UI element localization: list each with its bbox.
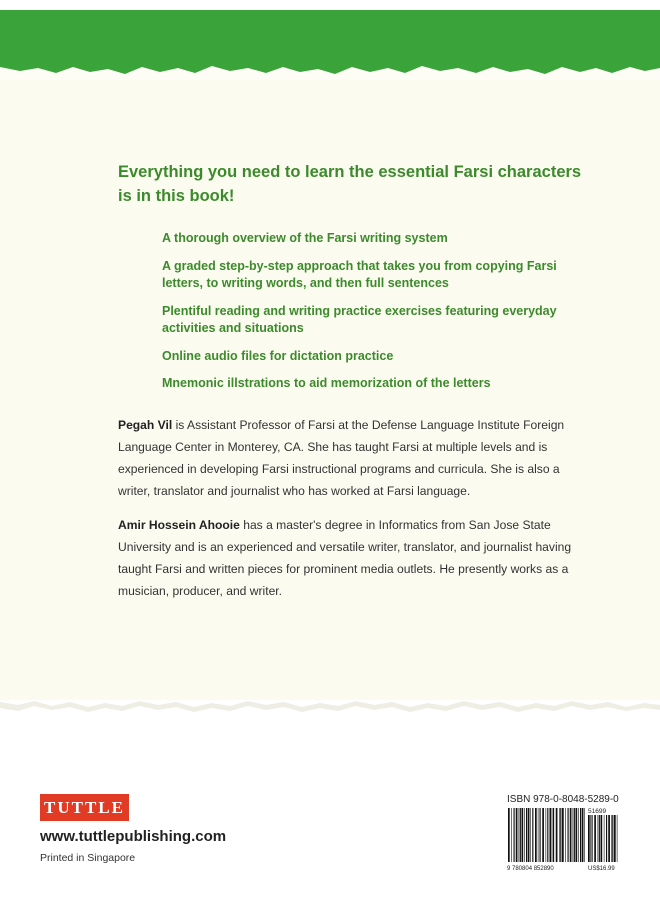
barcode-bar — [612, 815, 613, 862]
barcode-bar — [590, 815, 591, 862]
barcode-bar — [580, 808, 581, 862]
barcode-bar — [508, 808, 510, 862]
barcode-bar — [604, 815, 605, 862]
barcode-bar — [584, 808, 585, 862]
barcode-bar — [578, 808, 579, 862]
barcode-bar — [592, 815, 593, 862]
barcode-bar — [573, 808, 574, 862]
feature-item: Online audio files for dictation practice — [162, 348, 394, 363]
isbn-barcode — [506, 806, 620, 872]
headline: Everything you need to learn the essential Farsi characters is in this book! — [118, 163, 582, 205]
barcode-bar — [514, 808, 515, 862]
barcode-addon-digits: 51699 — [588, 808, 607, 815]
barcode-bar — [552, 808, 553, 862]
barcode-bar — [511, 808, 512, 862]
printed-in-note: Printed in Singapore — [40, 852, 136, 864]
barcode-bar — [559, 808, 560, 862]
barcode-bar — [598, 815, 599, 862]
barcode-bar — [611, 815, 612, 862]
barcode-bar — [594, 815, 596, 862]
author-bio-1 — [118, 414, 573, 502]
isbn-number: ISBN 978-0-8048-5289-0 — [507, 794, 619, 805]
barcode-bar — [520, 808, 521, 862]
torn-paper-edge — [0, 696, 660, 722]
author-bio-text: is Assistant Professor of Farsi at the Defense Language Institute Foreign Language Center in Monterey, CA. She has taught Farsi at multiple levels and is experienced in developing Farsi instructional programs and curricula. She is also a writer, translator and journalist who has worked at Farsi language. — [118, 418, 565, 498]
feature-list — [162, 230, 592, 403]
barcode-bar — [576, 808, 578, 862]
barcode-bar — [556, 808, 558, 862]
barcode-bar — [570, 808, 572, 862]
barcode-bar — [538, 808, 539, 862]
barcode-bar — [606, 815, 607, 862]
barcode-bar — [614, 815, 616, 862]
barcode-bar — [530, 808, 531, 862]
feature-item: Mnemonic illstrations to aid memorization of the letters — [162, 376, 491, 390]
barcode-bar — [522, 808, 524, 862]
barcode-bar — [526, 808, 527, 862]
barcode-bar — [560, 808, 561, 862]
barcode-bar — [599, 815, 600, 862]
barcode-bar — [547, 808, 548, 862]
barcode-bar — [588, 815, 590, 862]
barcode-main-digits: 9 780804 852890 — [507, 866, 554, 872]
barcode-bar — [568, 808, 569, 862]
feature-item: A thorough overview of the Farsi writing system — [162, 231, 448, 245]
green-header-band — [0, 10, 660, 80]
barcode-bar — [519, 808, 520, 862]
barcode-bar — [535, 808, 537, 862]
barcode-bar — [562, 808, 564, 862]
barcode-bar — [540, 808, 541, 862]
author-name: Amir Hossein Ahooie — [118, 518, 240, 532]
author-bio-2 — [118, 514, 573, 602]
barcode-price-code: US$16.99 — [588, 866, 615, 872]
barcode-graphic — [506, 806, 620, 872]
feature-item: A graded step-by-step approach that takes you from copying Farsi letters, to writing words, and then full sentences — [162, 258, 557, 290]
barcode-bar — [546, 808, 547, 862]
barcode-bar — [516, 808, 518, 862]
top-margin — [0, 0, 660, 10]
barcode-bar — [565, 808, 566, 862]
barcode-bar — [617, 815, 618, 862]
publisher-logo: TUTTLE — [40, 794, 129, 821]
barcode-bar — [524, 808, 525, 862]
barcode-bar — [608, 815, 610, 862]
barcode-bar — [550, 808, 552, 862]
barcode-bar — [528, 808, 530, 862]
feature-item: Plentiful reading and writing practice exercises featuring everyday activities and situations — [162, 303, 557, 335]
author-name: Pegah Vil — [118, 418, 173, 432]
main-barcode-bars — [508, 808, 585, 862]
barcode-bar — [532, 808, 533, 862]
barcode-bar — [582, 808, 584, 862]
barcode-bar — [574, 808, 575, 862]
barcode-bar — [542, 808, 544, 862]
barcode-bar — [601, 815, 603, 862]
addon-barcode-bars — [588, 815, 617, 862]
author-bio-text: has a master's degree in Informatics from San Jose State University and is an experienced and versatile writer, translator, and journalist having taught Farsi and written pieces for prominent media outlets. He presently works as a musician, producer, and writer. — [118, 518, 572, 598]
publisher-website: www.tuttlepublishing.com — [40, 828, 227, 845]
barcode-bar — [553, 808, 554, 862]
